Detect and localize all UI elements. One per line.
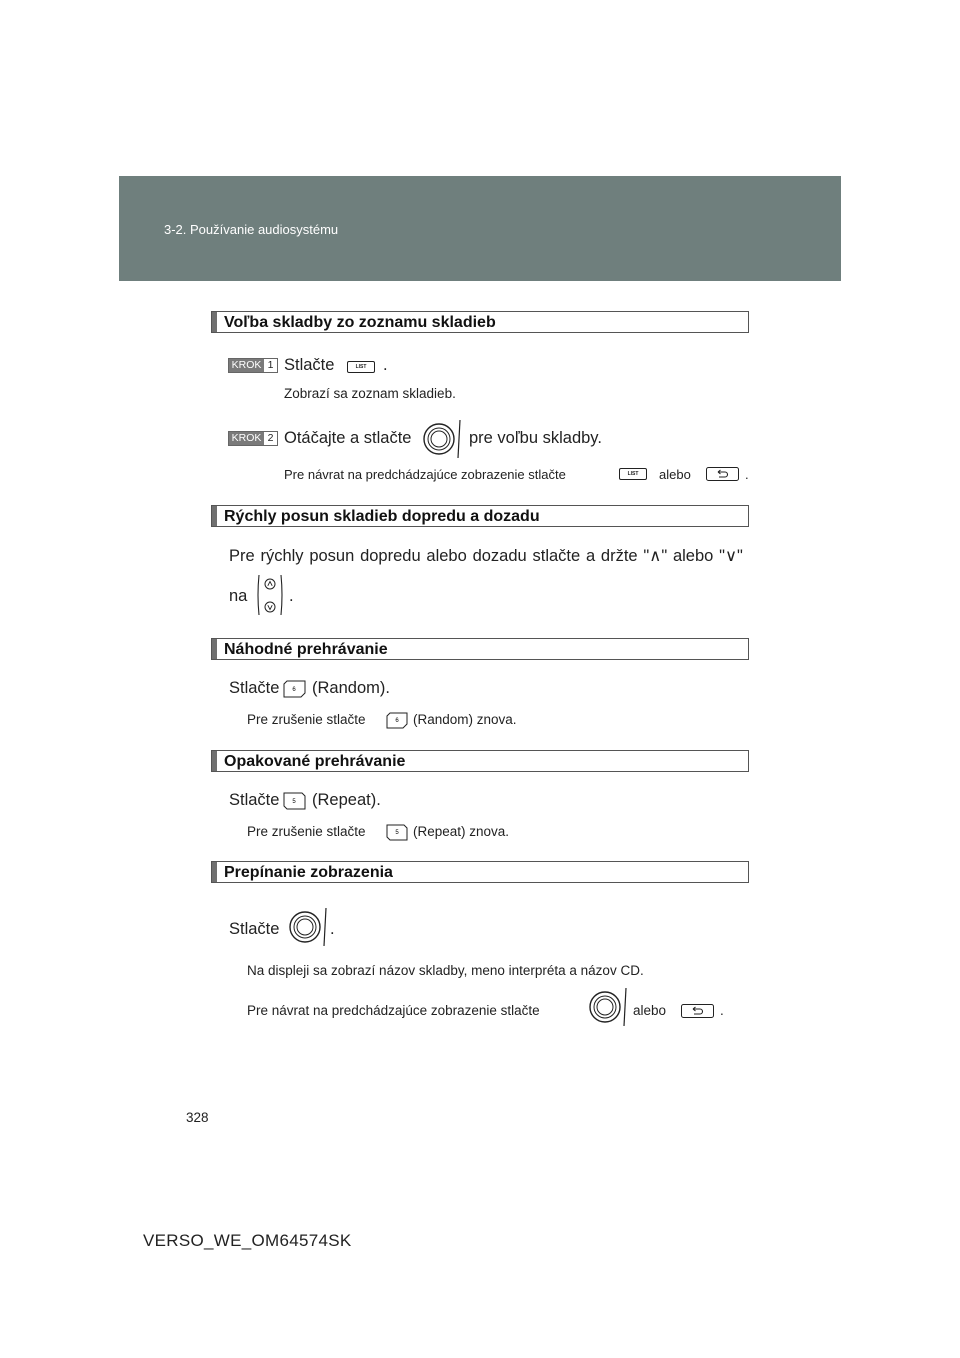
random-note-end: (Random) znova. (413, 712, 517, 727)
step2-text: Otáčajte a stlačte (284, 429, 412, 447)
heading-marker (212, 751, 217, 771)
step2-note-or: alebo (659, 467, 691, 482)
display-instruction-end: . (330, 920, 335, 938)
tune-select-knob-icon (588, 986, 628, 1028)
heading-marker (212, 862, 217, 882)
step1-note: Zobrazí sa zoznam skladieb. (284, 386, 456, 401)
step-label: KROK (229, 432, 264, 445)
repeat-note-end: (Repeat) znova. (413, 824, 510, 839)
random-note: Pre zrušenie stlačte (247, 712, 366, 727)
random-instruction: Stlačte (229, 679, 280, 697)
preset-6-label: 6 (395, 718, 399, 724)
seek-instruction-end: . (289, 587, 294, 605)
section-heading-random (211, 638, 749, 660)
display-note-2: Pre návrat na predchádzajúce zobrazenie stlačte (247, 1003, 540, 1018)
preset-6-label: 6 (292, 687, 296, 693)
section-breadcrumb: 3-2. Používanie audiosystému (164, 222, 339, 237)
step-label: KROK (229, 359, 264, 372)
step1-text-end: . (383, 356, 388, 374)
preset-5-button-icon (283, 792, 306, 810)
step-badge-1 (228, 358, 278, 373)
step2-text-end: pre voľbu skladby. (469, 429, 602, 447)
preset-5-button-icon (386, 824, 408, 841)
section-heading-display-switch (211, 861, 749, 883)
back-arrow-icon (681, 1004, 714, 1018)
seek-up-down-icon (256, 574, 284, 616)
heading-marker (212, 312, 217, 332)
heading-marker (212, 639, 217, 659)
step2-note: Pre návrat na predchádzajúce zobrazenie stlačte (284, 467, 566, 482)
step2-note-end: . (745, 467, 749, 482)
section-heading-track-list (211, 311, 749, 333)
tune-select-knob-icon (422, 418, 462, 460)
section-title: Opakované prehrávanie (224, 753, 406, 770)
step-badge-2 (228, 431, 278, 446)
display-note-1: Na displeji sa zobrazí názov skladby, meno interpréta a názov CD. (247, 963, 644, 978)
step1-text: Stlačte (284, 356, 335, 374)
preset-6-button-icon (283, 680, 306, 698)
header-band (119, 176, 841, 281)
seek-instruction-na: na (229, 587, 248, 605)
section-title: Prepínanie zobrazenia (224, 864, 393, 881)
preset-5-label: 5 (292, 799, 296, 805)
display-note-2-end: . (720, 1003, 724, 1018)
repeat-instruction: Stlačte (229, 791, 280, 809)
section-title: Voľba skladby zo zoznamu skladieb (224, 314, 496, 331)
section-heading-repeat (211, 750, 749, 772)
step-number: 1 (267, 359, 274, 371)
display-note-2-or: alebo (633, 1003, 667, 1018)
heading-marker (212, 506, 217, 526)
seek-instruction: Pre rýchly posun dopredu alebo dozadu stlačte a držte "∧" alebo "∨" (229, 547, 743, 565)
preset-5-label: 5 (395, 830, 399, 836)
section-title: Náhodné prehrávanie (224, 641, 388, 658)
list-button-icon: LIST (347, 361, 375, 373)
step-number: 2 (267, 432, 274, 444)
repeat-instruction-end: (Repeat). (312, 791, 381, 809)
section-title: Rýchly posun skladieb dopredu a dozadu (224, 508, 540, 525)
random-instruction-end: (Random). (312, 679, 390, 697)
list-button-icon: LIST (619, 468, 647, 480)
page-number: 328 (186, 1110, 209, 1125)
back-arrow-icon (706, 467, 739, 481)
preset-6-button-icon (386, 712, 408, 729)
tune-select-knob-icon (288, 906, 328, 948)
display-instruction: Stlačte (229, 920, 280, 938)
document-code: VERSO_WE_OM64574SK (143, 1231, 352, 1250)
repeat-note: Pre zrušenie stlačte (247, 824, 366, 839)
section-heading-fast-seek (211, 505, 749, 527)
